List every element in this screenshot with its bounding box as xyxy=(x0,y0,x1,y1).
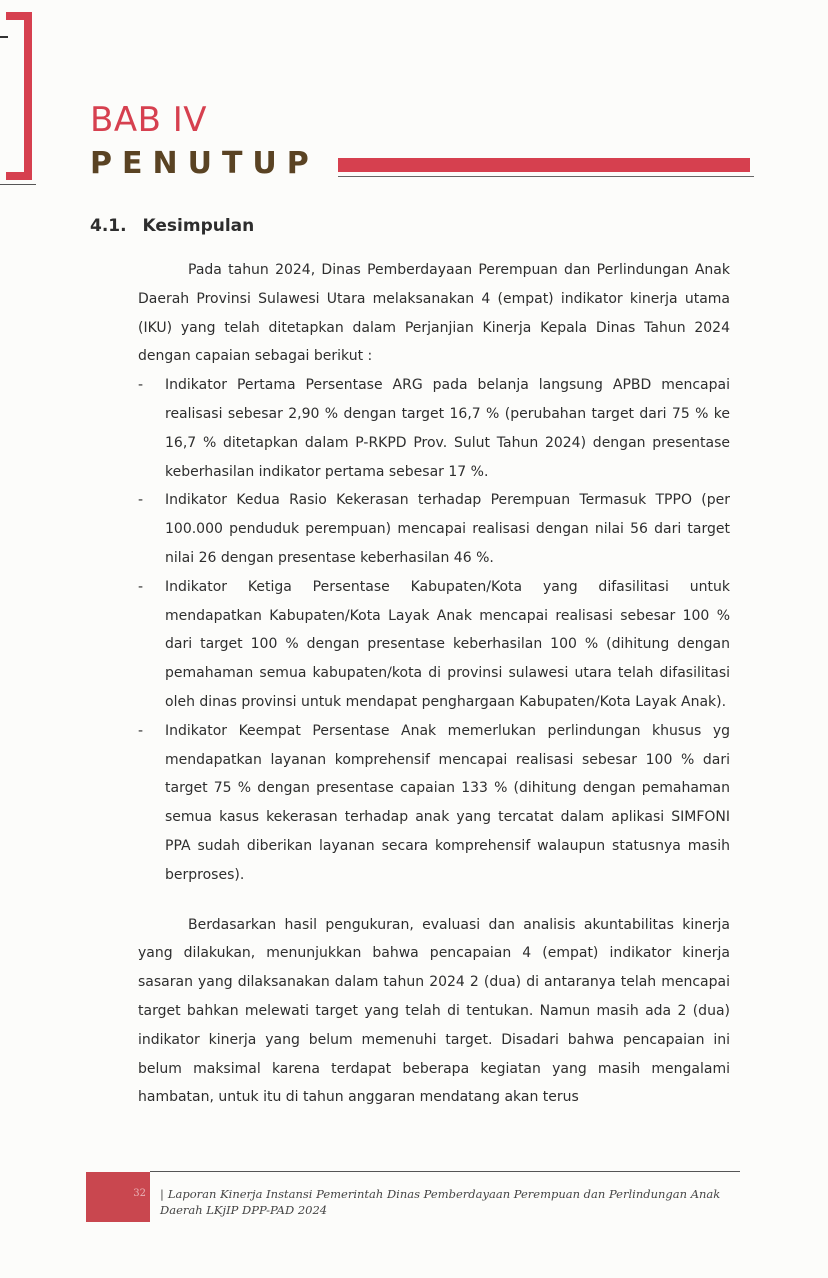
footer-title: Laporan Kinerja Instansi Pemerintah Dinas Pemberdayaan Perempuan dan Perlindungan Anak Daerah LKjIP DPP-PAD 2024 xyxy=(160,1187,721,1217)
page-number-box xyxy=(86,1172,150,1222)
closing-paragraph: Berdasarkan hasil pengukuran, evaluasi dan analisis akuntabilitas kinerja yang dilakukan, menunjukkan bahwa pencapaian 4 (empat) indikator kinerja sasaran yang dilaksanakan dalam tahun 2024 2 (dua) di antaranya telah mencapai target bahkan melewati target yang telah di tentukan. Namun masih ada 2 (dua) indikator kinerja yang belum memenuhi target. Disadari bahwa pencapaian ini belum maksimal karena terdapat beberapa kegiatan yang masih mengalami hambatan, untuk itu di tahun anggaran mendatang akan terus xyxy=(138,916,730,1106)
chapter-title: PENUTUP xyxy=(90,146,319,181)
list-dash: - xyxy=(138,377,144,394)
list-item-text: Indikator Keempat Persentase Anak memerlukan perlindungan khusus yg mendapatkan layanan komprehensif mencapai realisasi sebesar 100 % dari target 75 % dengan presentase capaian 133 % (dihitung dengan pemahaman semua kasus kekerasan terhadap anak yang tercatat dalam aplikasi SIMFONI PPA sudah diberikan layanan secara komprehensif walaupun statusnya masih berproses). xyxy=(165,722,730,883)
list-item xyxy=(138,371,730,486)
page-number: 32 xyxy=(133,1188,146,1199)
title-accent-bar xyxy=(338,158,750,172)
list-item xyxy=(138,717,730,890)
list-dash: - xyxy=(138,722,144,739)
list-dash: - xyxy=(138,492,144,509)
list-item xyxy=(138,573,730,717)
list-dash: - xyxy=(138,578,144,595)
section-number: 4.1. xyxy=(90,216,127,236)
list-item xyxy=(138,486,730,572)
chapter-number: BAB IV xyxy=(90,100,208,140)
footer-caption xyxy=(160,1186,730,1218)
list-item-text: Indikator Ketiga Persentase Kabupaten/Kota yang difasilitasi untuk mendapatkan Kabupaten/Kota Layak Anak mencapai realisasi sebesar 100 % dari target 100 % dengan presentase keberhasilan 100 % (dihitung dengan pemahaman semua kabupaten/kota di provinsi sulawesi utara telah difasilitasi oleh dinas provinsi untuk mendapat penghargaan Kabupaten/Kota Layak Anak). xyxy=(165,578,730,710)
indicator-list xyxy=(138,371,730,889)
chapter-bracket-decoration xyxy=(6,12,32,180)
margin-rule xyxy=(0,184,36,185)
margin-tick xyxy=(0,36,8,38)
section-heading xyxy=(90,216,254,236)
body-text xyxy=(138,256,730,1112)
section-title: Kesimpulan xyxy=(142,216,255,236)
footer-separator: | xyxy=(160,1187,164,1201)
list-item-text: Indikator Pertama Persentase ARG pada belanja langsung APBD mencapai realisasi sebesar 2,90 % dengan target 16,7 % (perubahan target dari 75 % ke 16,7 % ditetapkan dalam P-RKPD Prov. Sulut Tahun 2024) dengan presentase keberhasilan indikator pertama sebesar 17 %. xyxy=(165,377,730,480)
list-item-text: Indikator Kedua Rasio Kekerasan terhadap Perempuan Termasuk TPPO (per 100.000 penduduk perempuan) mencapai realisasi dengan nilai 56 dari target nilai 26 dengan presentase keberhasilan 46 %. xyxy=(165,492,730,566)
footer-rule xyxy=(150,1171,740,1172)
intro-paragraph: Pada tahun 2024, Dinas Pemberdayaan Perempuan dan Perlindungan Anak Daerah Provinsi Sulawesi Utara melaksanakan 4 (empat) indikator kinerja utama (IKU) yang telah ditetapkan dalam Perjanjian Kinerja Kepala Dinas Tahun 2024 dengan capaian sebagai berikut : xyxy=(138,262,730,365)
title-underline xyxy=(338,176,754,177)
